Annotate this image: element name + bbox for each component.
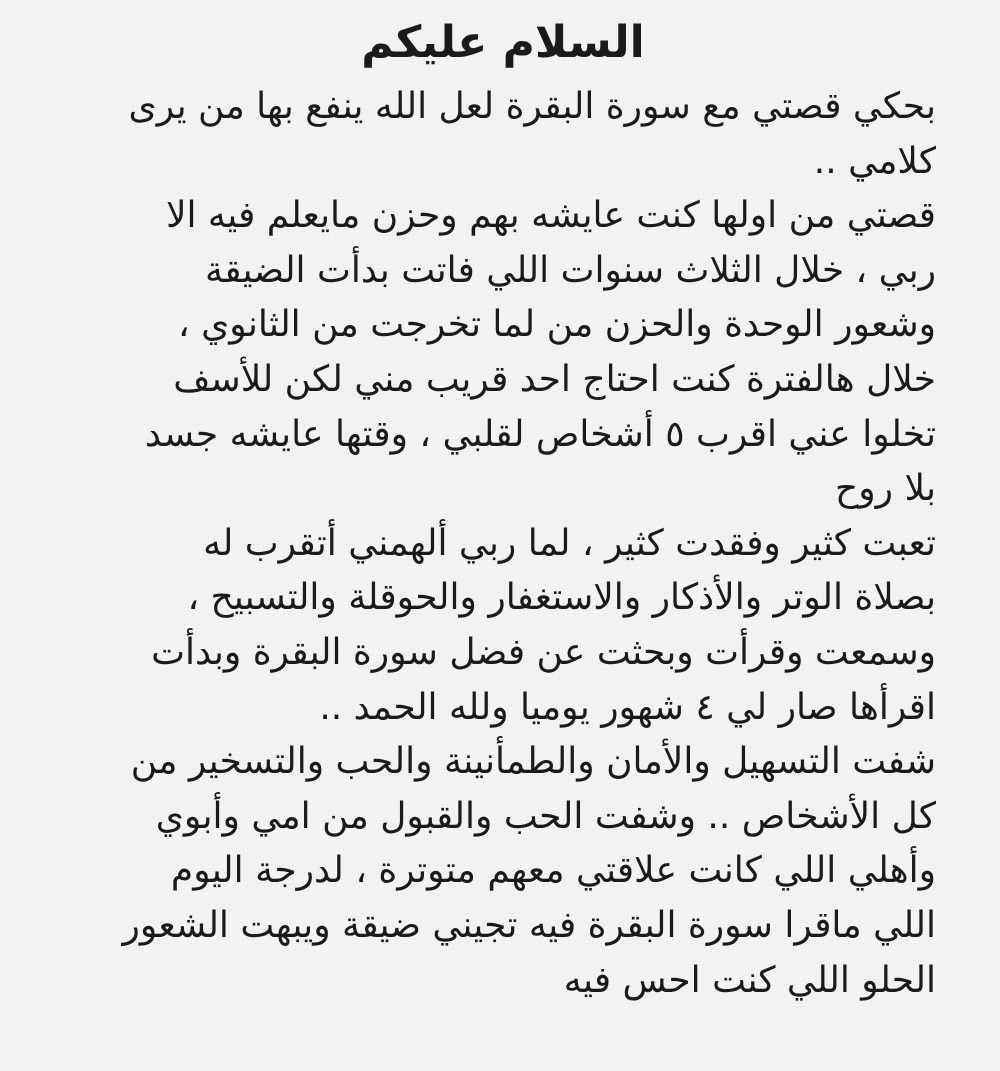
text-line: تعبت كثير وفقدت كثير ، لما ربي ألهمني أتقرب له: [203, 522, 936, 564]
text-line: اقرأها صار لي ٤ شهور يوميا ولله الحمد ..: [319, 686, 936, 728]
note-title: السلام عليكم: [361, 17, 645, 68]
text-line: بلا روح: [835, 468, 936, 510]
text-line: اللي ماقرا سورة البقرة فيه تجيني ضيقة ويبهت الشعور: [122, 904, 936, 946]
text-line: وشعور الوحدة والحزن من لما تخرجت من الثانوي ،: [178, 304, 936, 346]
text-line: قصتي من اولها كنت عايشه بهم وحزن مايعلم فيه الا: [165, 195, 936, 237]
text-line: الحلو اللي كنت احس فيه: [563, 959, 936, 1001]
text-line: ربي ، خلال الثلاث سنوات اللي فاتت بدأت الضيقة: [204, 249, 936, 291]
text-line: كل الأشخاص .. وشفت الحب والقبول من امي وأبوي: [155, 795, 936, 837]
text-line: بحكي قصتي مع سورة البقرة لعل الله ينفع بها من يرى: [128, 86, 936, 127]
text-line: بصلاة الوتر والأذكار والاستغفار والحوقلة والتسبيح ،: [187, 577, 936, 619]
text-line: خلال هالفترة كنت احتاج احد قريب مني لكن للأسف: [173, 358, 936, 400]
note-body: [70, 80, 936, 1008]
text-line: شفت التسهيل والأمان والطمأنينة والحب والتسخير من: [130, 741, 936, 783]
text-line: تخلوا عني اقرب ٥ أشخاص لقلبي ، وقتها عايشه جسد: [144, 413, 936, 455]
text-line: كلامي ..: [813, 140, 936, 182]
text-line: وأهلي اللي كانت علاقتي معهم متوترة ، لدرجة اليوم: [170, 850, 936, 892]
text-line: وسمعت وقرأت وبحثت عن فضل سورة البقرة وبدأت: [151, 631, 936, 673]
